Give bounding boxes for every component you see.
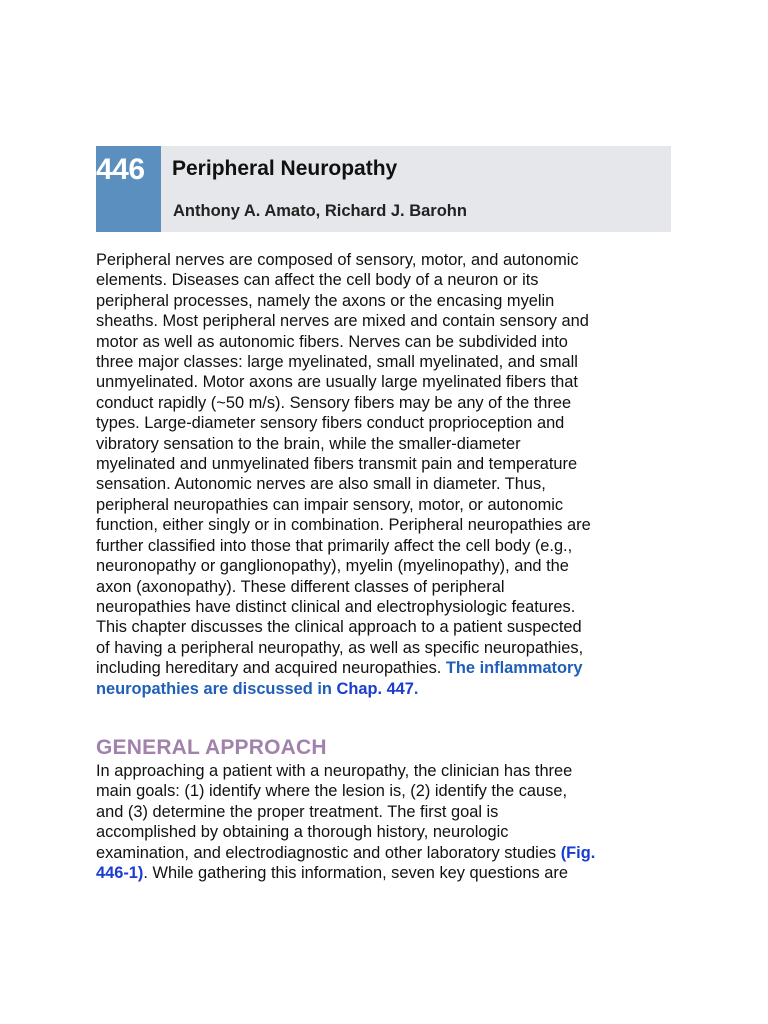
text-line: further classified into those that primarily affect the cell body (e.g., bbox=[96, 536, 573, 555]
inflammatory-neuropathies-link-cont[interactable]: neuropathies are discussed in bbox=[96, 679, 337, 698]
chapter-number-box bbox=[96, 146, 161, 232]
text-line: types. Large-diameter sensory fibers conduct proprioception and bbox=[96, 414, 565, 433]
text-line bbox=[96, 863, 676, 883]
text-line bbox=[96, 843, 676, 863]
text-line: peripheral neuropathies can impair sensory, motor, or autonomic bbox=[96, 495, 564, 514]
text-line: three major classes: large myelinated, small myelinated, and small bbox=[96, 353, 578, 372]
text-line bbox=[96, 658, 676, 678]
text-line: conduct rapidly (~50 m/s). Sensory fibers may be any of the three bbox=[96, 393, 572, 412]
section-heading-general-approach: GENERAL APPROACH bbox=[96, 736, 327, 759]
text-line: motor as well as autonomic fibers. Nerves can be subdivided into bbox=[96, 332, 568, 351]
text-line: In approaching a patient with a neuropathy, the clinician has three bbox=[96, 762, 573, 780]
text-line: unmyelinated. Motor axons are usually large myelinated fibers that bbox=[96, 373, 578, 392]
general-approach-paragraph bbox=[96, 761, 676, 883]
figure-446-1-link-cont[interactable]: 446-1) bbox=[96, 864, 144, 883]
text-line bbox=[96, 679, 676, 699]
chapter-number: 446 bbox=[96, 153, 145, 186]
text-line: vibratory sensation to the brain, while the smaller-diameter bbox=[96, 434, 521, 453]
text-line: function, either singly or in combination. Peripheral neuropathies are bbox=[96, 516, 591, 535]
text-line: elements. Diseases can affect the cell body of a neuron or its bbox=[96, 271, 539, 290]
text-line: sensation. Autonomic nerves are also small in diameter. Thus, bbox=[96, 475, 546, 494]
text-segment: examination, and electrodiagnostic and other laboratory studies bbox=[96, 843, 561, 862]
text-line: Peripheral nerves are composed of sensory, motor, and autonomic bbox=[96, 251, 579, 269]
text-line: neuropathies have distinct clinical and electrophysiologic features. bbox=[96, 597, 576, 616]
chapter-header bbox=[96, 146, 671, 232]
text-line: This chapter discusses the clinical approach to a patient suspected bbox=[96, 618, 582, 637]
text-segment: including hereditary and acquired neuropathies. bbox=[96, 659, 446, 678]
text-line: axon (axonopathy). These different classes of peripheral bbox=[96, 577, 505, 596]
chapter-447-link[interactable]: Chap. 447 bbox=[336, 679, 414, 698]
text-segment: . While gathering this information, seven key questions are bbox=[143, 864, 568, 883]
text-line: myelinated and unmyelinated fibers transmit pain and temperature bbox=[96, 455, 578, 474]
text-line: accomplished by obtaining a thorough history, neurologic bbox=[96, 823, 509, 842]
text-line: main goals: (1) identify where the lesion is, (2) identify the cause, bbox=[96, 782, 568, 801]
figure-446-1-link[interactable]: (Fig. bbox=[560, 843, 596, 862]
text-line: of having a peripheral neuropathy, as well as specific neuropathies, bbox=[96, 638, 584, 657]
text-line: sheaths. Most peripheral nerves are mixed and contain sensory and bbox=[96, 312, 589, 331]
text-line: and (3) determine the proper treatment. The first goal is bbox=[96, 802, 499, 821]
chapter-authors: Anthony A. Amato, Richard J. Barohn bbox=[173, 202, 467, 220]
text-segment: . bbox=[413, 679, 419, 698]
inflammatory-neuropathies-link[interactable]: The inflammatory bbox=[445, 659, 583, 678]
chapter-title: Peripheral Neuropathy bbox=[172, 157, 398, 180]
text-line: peripheral processes, namely the axons or the encasing myelin bbox=[96, 291, 555, 310]
text-line: neuronopathy or ganglionopathy), myelin (myelinopathy), and the bbox=[96, 557, 569, 576]
intro-paragraph bbox=[96, 250, 676, 699]
